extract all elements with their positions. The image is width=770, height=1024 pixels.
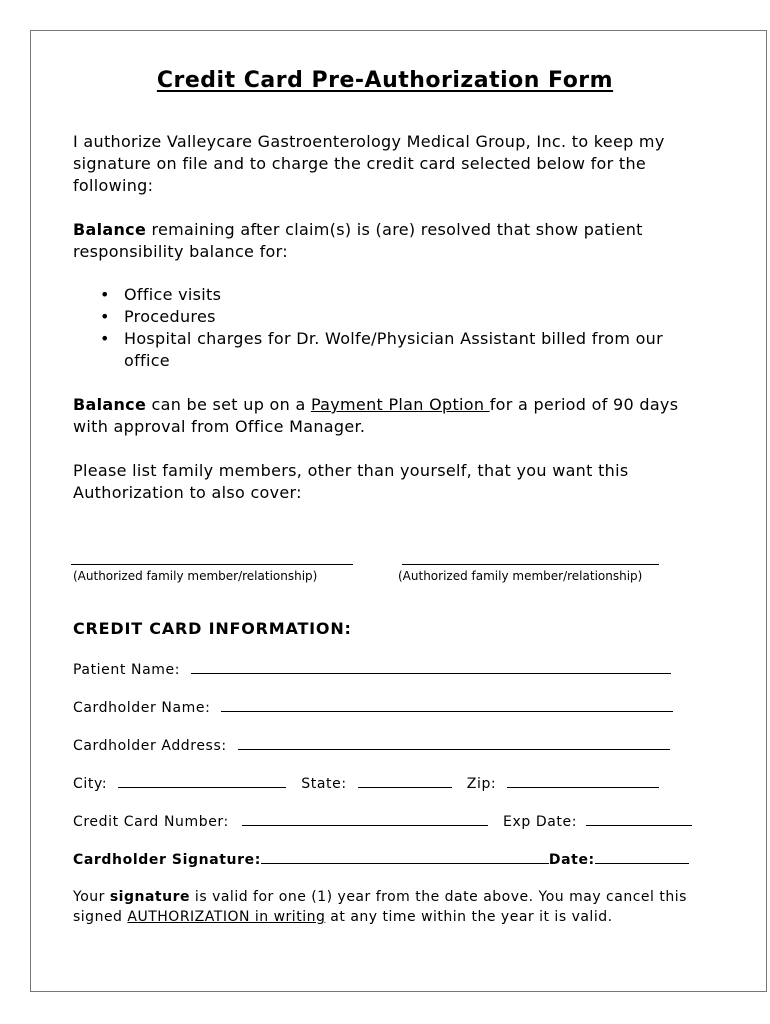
authorization-in-writing-text: AUTHORIZATION in writing	[127, 909, 326, 925]
state-label: State:	[301, 776, 347, 792]
notice-post: at any time within the year it is valid.	[325, 909, 613, 925]
cardholder-address-label: Cardholder Address:	[73, 738, 227, 754]
cardholder-name-field[interactable]	[221, 699, 673, 712]
intro-paragraph: I authorize Valleycare Gastroenterology Medical Group, Inc. to keep my signature on file and to charge the credit card selected below for the following:	[73, 132, 665, 195]
city-field[interactable]	[118, 775, 286, 788]
exp-date-field[interactable]	[586, 813, 692, 826]
balance-remaining-text: remaining after claim(s) is (are) resolved that show patient responsibility balance for:	[73, 220, 643, 261]
payment-plan-pre: can be set up on a	[146, 395, 311, 414]
city-label: City:	[73, 776, 108, 792]
cardholder-name-label: Cardholder Name:	[73, 700, 211, 716]
city-state-zip-row	[73, 775, 659, 792]
family-caption-2: (Authorized family member/relationship)	[398, 569, 643, 583]
cardholder-name-row	[73, 699, 673, 716]
patient-name-field[interactable]	[191, 661, 671, 674]
signature-label: Cardholder Signature:	[73, 852, 261, 868]
balance-label: Balance	[73, 220, 147, 239]
notice-mid: is valid for one (1) year from the date above. You may cancel this signed	[73, 889, 687, 925]
title-text: Credit Card Pre-Authorization Form	[156, 68, 614, 93]
cardholder-address-row	[73, 737, 670, 754]
charges-list	[100, 284, 700, 372]
list-item: • Procedures	[100, 306, 700, 328]
validity-notice	[73, 887, 713, 927]
notice-signature-word: signature	[109, 889, 190, 905]
payment-plan-option-link: Payment Plan Option	[310, 395, 490, 414]
card-number-row	[73, 813, 692, 830]
zip-label: Zip:	[466, 776, 497, 792]
signature-field[interactable]	[261, 851, 549, 864]
payment-plan-post: for a period of 90 days with approval from Office Manager.	[73, 395, 679, 436]
balance-remaining-paragraph	[73, 219, 713, 263]
patient-name-row	[73, 661, 671, 678]
card-number-label: Credit Card Number:	[73, 814, 229, 830]
date-label: Date:	[548, 852, 595, 868]
list-item: • Hospital charges for Dr. Wolfe/Physician Assistant billed from our office	[100, 328, 700, 372]
notice-pre: Your	[73, 889, 110, 905]
date-field[interactable]	[595, 851, 689, 864]
family-members-prompt: Please list family members, other than yourself, that you want this Authorization to also cover:	[73, 461, 629, 502]
cardholder-address-field[interactable]	[238, 737, 670, 750]
family-caption-1: (Authorized family member/relationship)	[73, 569, 318, 583]
credit-card-info-heading: CREDIT CARD INFORMATION:	[73, 619, 352, 638]
family-member-line-1[interactable]	[71, 554, 353, 565]
state-field[interactable]	[358, 775, 452, 788]
balance-label: Balance	[73, 395, 147, 414]
zip-field[interactable]	[507, 775, 659, 788]
card-number-field[interactable]	[242, 813, 488, 826]
patient-name-label: Patient Name:	[73, 662, 181, 678]
list-item: • Office visits	[100, 284, 700, 306]
exp-date-label: Exp Date:	[503, 814, 578, 830]
signature-row	[73, 851, 689, 868]
family-member-line-2[interactable]	[402, 554, 659, 565]
payment-plan-paragraph	[73, 394, 713, 438]
page-title	[0, 68, 770, 93]
